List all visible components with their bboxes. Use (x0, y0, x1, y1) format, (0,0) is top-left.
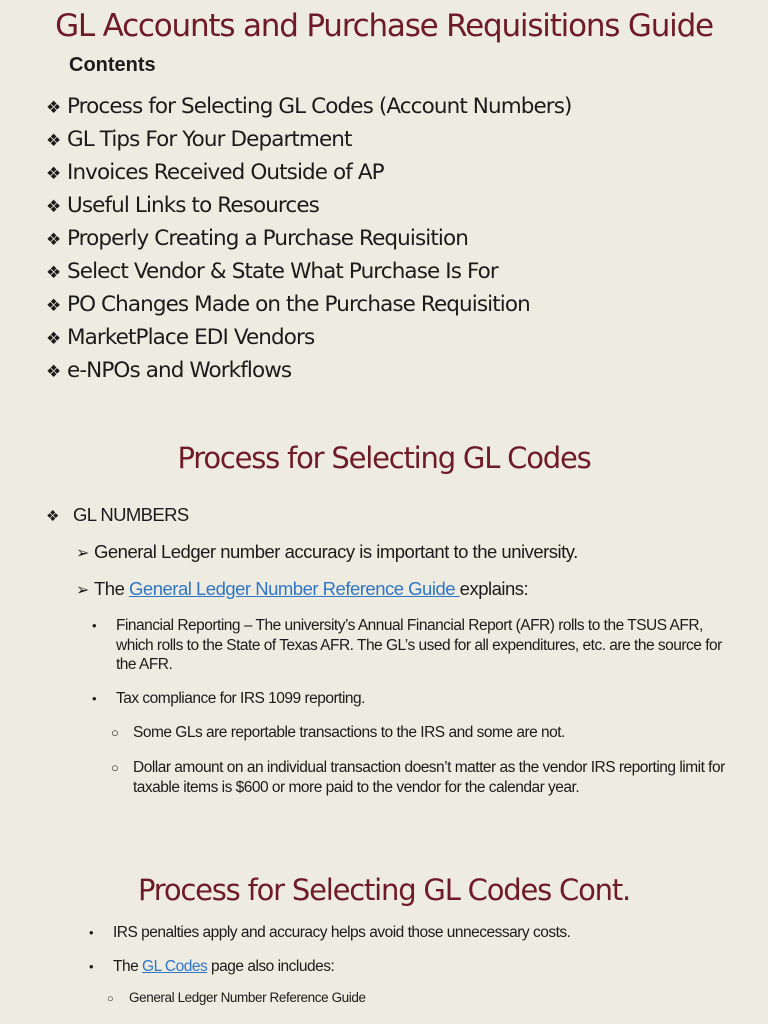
bullet-financial-reporting: • Financial Reporting – The university’s Annual Financial Report (AFR) rolls to the TSUS AFR, which rolls to the State of Texas AFR. The GL’s used for all expenditures, etc. are the source for the AFR. (92, 617, 722, 673)
dot-bullet-icon: • (89, 959, 94, 974)
slide-1-title: GL Accounts and Purchase Requisitions Guide (55, 8, 713, 44)
toc-item: ❖ Useful Links to Resources (46, 190, 572, 223)
toc-item: ❖ GL Tips For Your Department (46, 124, 572, 157)
toc-item: ❖ e-NPOs and Workflows (46, 355, 572, 388)
diamond-bullet-icon: ❖ (46, 98, 62, 118)
diamond-bullet-icon: ❖ (46, 164, 62, 184)
toc-item: ❖ Invoices Received Outside of AP (46, 157, 572, 190)
bullet-tax-compliance: • Tax compliance for IRS 1099 reporting. (92, 690, 365, 707)
section-gl-numbers: ❖ GL NUMBERS (46, 504, 189, 525)
dot-bullet-icon: • (92, 618, 97, 633)
circle-bullet-icon: ○ (107, 993, 114, 1005)
slide-2-title: Process for Selecting GL Codes (177, 441, 591, 475)
diamond-bullet-icon: ❖ (46, 508, 60, 525)
diamond-bullet-icon: ❖ (46, 197, 62, 217)
gl-codes-link[interactable]: GL Codes (142, 958, 208, 975)
sub-bullet-reference-guide: ○ General Ledger Number Reference Guide (107, 990, 366, 1005)
dot-bullet-icon: • (89, 925, 94, 940)
diamond-bullet-icon: ❖ (46, 131, 62, 151)
toc-item: ❖ Select Vendor & State What Purchase Is For (46, 256, 572, 289)
sub-bullet-dollar-amount: ○ Dollar amount on an individual transaction doesn’t matter as the vendor IRS reporting limit for taxable items is $600 or more paid to the vendor for the calendar year. (111, 759, 725, 796)
bullet-gl-codes-page: • The GL Codes page also includes: (89, 958, 335, 975)
dot-bullet-icon: • (92, 691, 97, 706)
toc-item: ❖ MarketPlace EDI Vendors (46, 322, 572, 355)
sub-bullet-reportable: ○ Some GLs are reportable transactions to the IRS and some are not. (111, 724, 565, 741)
table-of-contents (46, 91, 572, 388)
contents-label: Contents (69, 54, 156, 76)
gl-reference-guide-link[interactable]: General Ledger Number Reference Guide (129, 578, 460, 599)
diamond-bullet-icon: ❖ (46, 230, 62, 250)
toc-item: ❖ Process for Selecting GL Codes (Account Numbers) (46, 91, 572, 124)
bullet-irs-penalties: • IRS penalties apply and accuracy helps avoid those unnecessary costs. (89, 924, 571, 941)
diamond-bullet-icon: ❖ (46, 329, 62, 349)
arrow-bullet-icon: ➢ (76, 582, 89, 599)
diamond-bullet-icon: ❖ (46, 362, 62, 382)
toc-item: ❖ PO Changes Made on the Purchase Requisition (46, 289, 572, 322)
toc-item: ❖ Properly Creating a Purchase Requisition (46, 223, 572, 256)
point-reference-guide: ➢ The General Ledger Number Reference Guide explains: (76, 578, 529, 599)
diamond-bullet-icon: ❖ (46, 296, 62, 316)
point-accuracy: ➢ General Ledger number accuracy is important to the university. (76, 541, 578, 562)
diamond-bullet-icon: ❖ (46, 263, 62, 283)
circle-bullet-icon: ○ (111, 760, 119, 775)
arrow-bullet-icon: ➢ (76, 545, 89, 562)
slide-3-title: Process for Selecting GL Codes Cont. (137, 873, 631, 907)
circle-bullet-icon: ○ (111, 725, 119, 740)
